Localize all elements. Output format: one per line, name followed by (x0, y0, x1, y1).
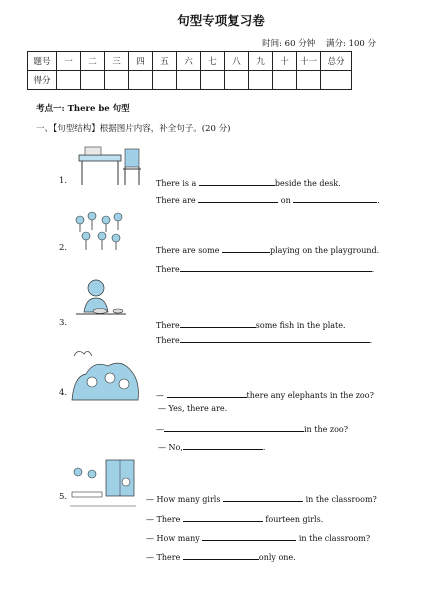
score-header-cell: 四 (129, 52, 153, 71)
line-text: . (371, 265, 375, 274)
item-number: 2. (59, 243, 68, 253)
playground-illustration (72, 210, 126, 252)
line-text: — (156, 425, 164, 434)
line-text: there any elephants in the zoo? (246, 391, 374, 400)
question-instruction: 一、【句型结构】根据图片内容，补全句子。(20 分) (36, 124, 231, 134)
line-text: in the zoo? (304, 425, 349, 434)
item-number: 1. (59, 176, 68, 186)
item-number: 4. (59, 388, 68, 398)
line-text: There (156, 336, 180, 345)
section-heading: 考点一: There be 句型 (36, 104, 130, 114)
answer-blank[interactable] (223, 492, 303, 502)
item-line (156, 262, 374, 274)
item-line (156, 388, 374, 400)
desk-chair-illustration (75, 143, 143, 187)
score-cell[interactable] (81, 71, 105, 90)
score-header-cell: 五 (153, 52, 177, 71)
line-text: some fish in the plate. (255, 321, 346, 330)
score-header-cell: 三 (105, 52, 129, 71)
answer-blank[interactable] (183, 440, 263, 450)
score-cell[interactable] (201, 71, 225, 90)
line-text: in the classroom? (305, 495, 377, 504)
line-text: fourteen girls. (265, 515, 324, 524)
score-header-cell: 二 (81, 52, 105, 71)
item-line (158, 440, 265, 452)
item-line (146, 492, 377, 504)
answer-blank[interactable] (164, 422, 304, 432)
page-title: 句型专项复习卷 (177, 13, 265, 28)
item-number: 5. (59, 492, 68, 502)
score-header-cell: 七 (201, 52, 225, 71)
item-line (156, 193, 380, 205)
score-table (27, 51, 352, 90)
line-text: There (156, 265, 180, 274)
answer-blank[interactable] (167, 388, 247, 398)
score-cell[interactable] (129, 71, 153, 90)
score-header-cell: 一 (57, 52, 81, 71)
answer-blank[interactable] (202, 531, 296, 541)
item-line (146, 531, 370, 543)
line-text: . (262, 443, 266, 452)
line-text: — How many girls (146, 495, 221, 504)
item-number: 3. (59, 318, 68, 328)
line-text: . (377, 196, 380, 205)
line-text: There are some (156, 246, 220, 255)
line-text: — (156, 391, 164, 400)
answer-blank[interactable] (183, 550, 259, 560)
line-text: — How many (146, 534, 200, 543)
score-cell[interactable] (105, 71, 129, 90)
line-text: . (369, 336, 373, 345)
line-text: playing on the playground. (269, 246, 380, 255)
boy-with-fish-illustration (76, 278, 126, 322)
score-cell[interactable] (225, 71, 249, 90)
classroom-illustration (70, 458, 136, 510)
line-text: There is a (156, 179, 197, 188)
item-line (146, 550, 296, 562)
item-line (156, 318, 346, 330)
line-text: only one. (258, 553, 296, 562)
score-cell[interactable] (297, 71, 321, 90)
answer-blank[interactable] (198, 193, 278, 203)
score-header-cell: 总分 (321, 52, 352, 71)
score-cell[interactable] (177, 71, 201, 90)
score-header-cell: 六 (177, 52, 201, 71)
score-cell[interactable] (153, 71, 177, 90)
item-line: — Yes, there are. (158, 404, 228, 413)
item-line (156, 422, 348, 434)
item-line (156, 243, 379, 255)
score-header-cell: 题号 (28, 52, 57, 71)
score-header-cell: 十 (273, 52, 297, 71)
score-cell[interactable] (273, 71, 297, 90)
zoo-animals-illustration (70, 346, 140, 402)
score-row-label: 得分 (28, 71, 57, 90)
answer-blank[interactable] (180, 333, 370, 343)
answer-blank[interactable] (199, 176, 275, 186)
line-text: — No, (158, 443, 183, 452)
item-line (156, 333, 372, 345)
answer-blank[interactable] (183, 512, 263, 522)
item-line (156, 176, 341, 188)
score-header-cell: 九 (249, 52, 273, 71)
line-text: beside the desk. (274, 179, 341, 188)
answer-blank[interactable] (180, 318, 256, 328)
score-header-cell: 八 (225, 52, 249, 71)
answer-blank[interactable] (222, 243, 270, 253)
exam-meta: 时间: 60 分钟 满分: 100 分 (262, 39, 376, 49)
score-cell[interactable] (249, 71, 273, 90)
line-text: — There (146, 515, 181, 524)
score-cell[interactable] (321, 71, 352, 90)
answer-blank[interactable] (180, 262, 372, 272)
line-text: There are (156, 196, 196, 205)
answer-blank[interactable] (293, 193, 377, 203)
line-text: There (156, 321, 180, 330)
line-text: — There (146, 553, 181, 562)
line-text: in the classroom? (298, 534, 371, 543)
score-cell[interactable] (57, 71, 81, 90)
score-header-cell: 十一 (297, 52, 321, 71)
line-text: on (280, 196, 291, 205)
item-line (146, 512, 323, 524)
